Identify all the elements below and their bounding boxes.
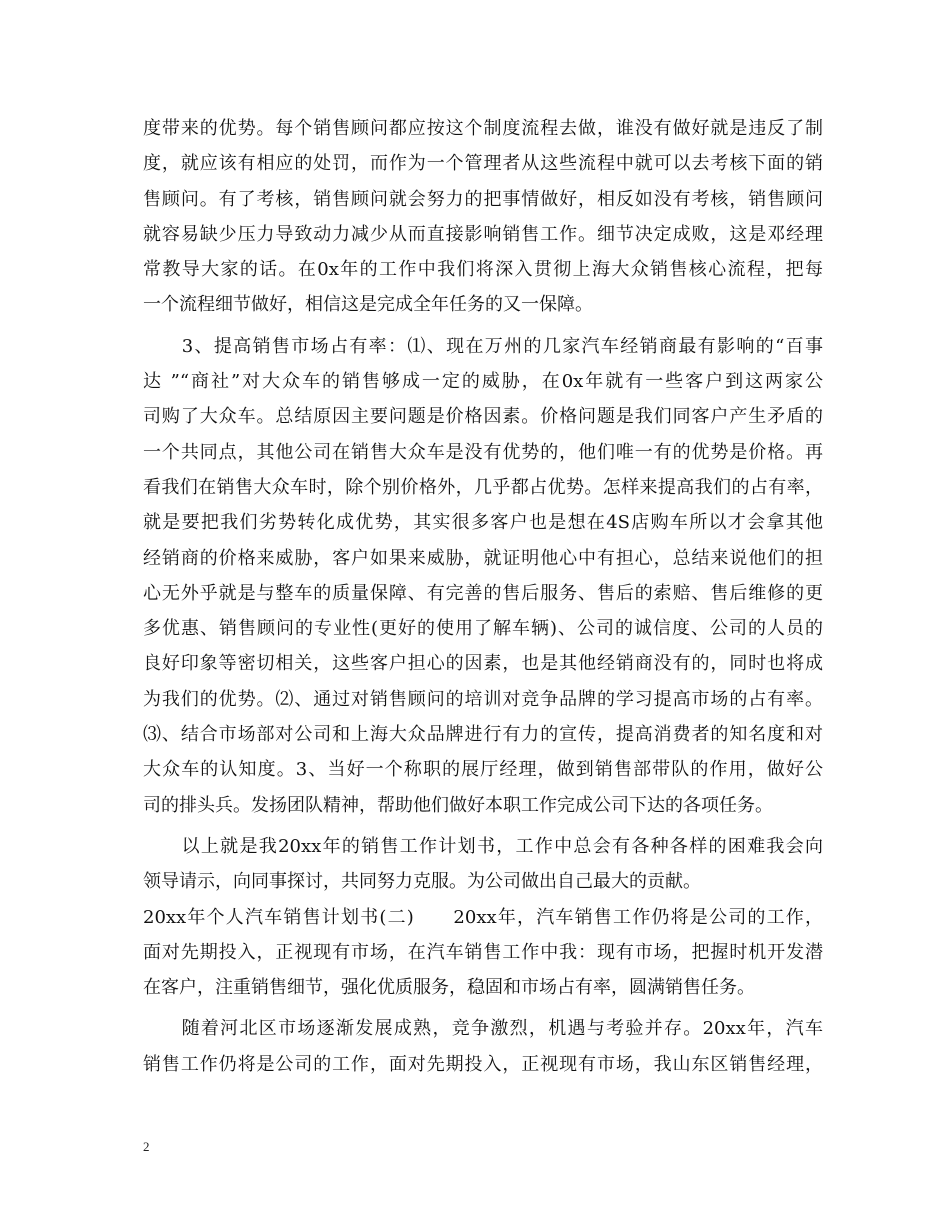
text-line: 20xx年个人汽车销售计划书(二) 20xx年，汽车销售工作仍将是公司的工作，	[143, 906, 823, 928]
text-line: 随着河北区市场逐渐发展成熟，竞争激烈，机遇与考验并存。20xx年，汽车	[143, 1018, 823, 1040]
text-line: 面对先期投入，正视现有市场，在汽车销售工作中我：现有市场，把握时机开发潜	[143, 941, 823, 963]
document-body	[143, 111, 823, 1082]
text-line: 就容易缺少压力导致动力减少从而直接影响销售工作。细节决定成败，这是邓经理	[143, 223, 823, 245]
text-line: 就是要把我们劣势转化成优势，其实很多客户也是想在4S店购车所以才会拿其他	[143, 512, 823, 534]
text-line: 良好印象等密切相关，这些客户担心的因素，也是其他经销商没有的，同时也将成	[143, 653, 823, 675]
text-line: 领导请示，向同事探讨，共同努力克服。为公司做出自己最大的贡献。	[143, 871, 701, 893]
text-line: 售顾问。有了考核，销售顾问就会努力的把事情做好，相反如没有考核，销售顾问	[143, 188, 823, 210]
text-line: 以上就是我20xx年的销售工作计划书，工作中总会有各种各样的困难我会向	[143, 835, 823, 857]
text-line: 常教导大家的话。在0x年的工作中我们将深入贯彻上海大众销售核心流程，把每	[143, 259, 823, 281]
text-line: ⑶、结合市场部对公司和上海大众品牌进行有力的宣传，提高消费者的知名度和对	[143, 724, 823, 746]
text-line: 心无外乎就是与整车的质量保障、有完善的售后服务、售后的索赔、售后维修的更	[143, 582, 823, 604]
text-line: 多优惠、销售顾问的专业性(更好的使用了解车辆)、公司的诚信度、公司的人员的	[143, 618, 823, 640]
text-line: 在客户，注重销售细节，强化优质服务，稳固和市场占有率，圆满销售任务。	[143, 977, 755, 999]
text-line: 为我们的优势。⑵、通过对销售顾问的培训对竞争品牌的学习提高市场的占有率。	[143, 688, 823, 710]
page-number: 2	[143, 1139, 150, 1154]
text-line: 经销商的价格来威胁，客户如果来威胁，就证明他心中有担心，总结来说他们的担	[143, 547, 823, 569]
text-line: 司的排头兵。发扬团队精神，帮助他们做好本职工作完成公司下达的各项任务。	[143, 794, 773, 816]
text-line: 一个共同点，其他公司在销售大众车是没有优势的，他们唯一有的优势是价格。再	[143, 441, 823, 463]
text-line: 看我们在销售大众车时，除个别价格外，几乎都占优势。怎样来提高我们的占有率，	[143, 476, 823, 498]
text-line: 司购了大众车。总结原因主要问题是价格因素。价格问题是我们同客户产生矛盾的	[143, 406, 823, 428]
text-line: 达 ”“商社”对大众车的销售够成一定的威胁，在0x年就有一些客户到这两家公	[143, 371, 823, 393]
text-line: 度带来的优势。每个销售顾问都应按这个制度流程去做，谁没有做好就是违反了制	[143, 118, 823, 139]
text-line: 大众车的认知度。3、当好一个称职的展厅经理，做到销售部带队的作用，做好公	[143, 759, 823, 781]
text-line: 3、提高销售市场占有率：⑴、现在万州的几家汽车经销商最有影响的“百事	[143, 335, 823, 357]
text-line: 度，就应该有相应的处罚，而作为一个管理者从这些流程中就可以去考核下面的销	[143, 153, 823, 175]
text-line: 一个流程细节做好，相信这是完成全年任务的又一保障。	[143, 294, 593, 316]
text-line: 销售工作仍将是公司的工作，面对先期投入，正视现有市场，我山东区销售经理，	[143, 1053, 823, 1075]
